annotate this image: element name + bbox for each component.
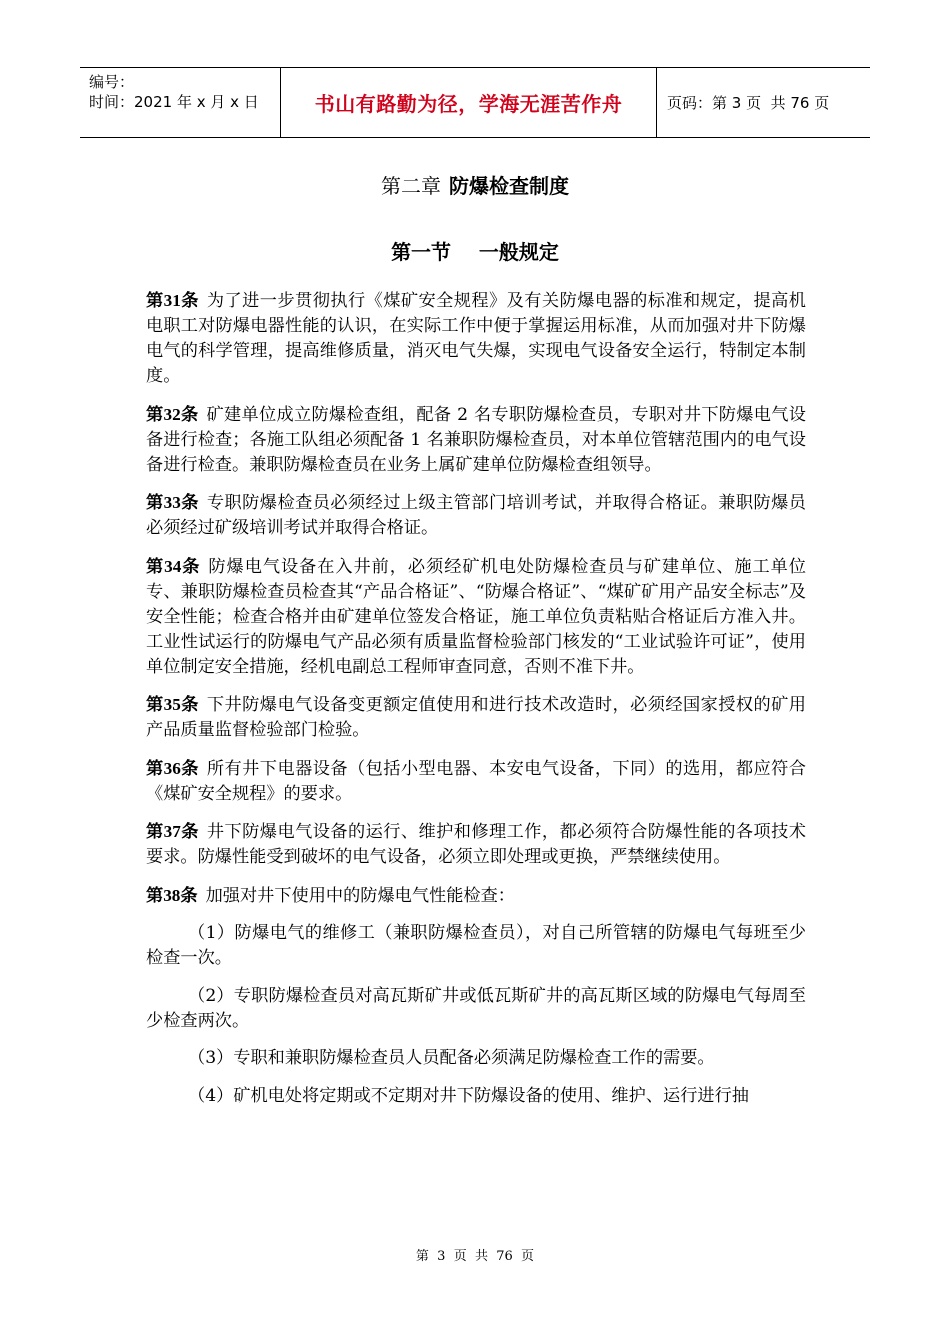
list-item: （3）专职和兼职防爆检查员人员配备必须满足防爆检查工作的需要。 (188, 1048, 715, 1068)
article-text: 井下防爆电气设备的运行、维护和修理工作，都必须符合防爆性能的各项技术要求。防爆性能受到破坏的电气设备，必须立即处理或更换，严禁继续使用。 (146, 822, 806, 867)
section-heading: 第一节 一般规定 (391, 240, 559, 264)
chapter-heading (0, 170, 950, 199)
article-text: 加强对井下使用中的防爆电气性能检查： (205, 885, 515, 906)
article-number: 第36条 (146, 758, 199, 778)
article-text: 为了进一步贯彻执行《煤矿安全规程》及有关防爆电器的标准和规定，提高机电职工对防爆电器性能的认识，在实际工作中便于掌握运用标准，从而加强对井下防爆电气的科学管理，提高维修质量，消灭电气失爆，实现电气设备安全运行，特制定本制度。 (146, 291, 806, 386)
article-text: 防爆电气设备在入井前，必须经矿机电处防爆检查员与矿建单位、施工单位专、兼职防爆检查员检查其“产品合格证”、“防爆合格证”、“煤矿矿用产品安全标志”及安全性能；检查合格并由矿建单位签发合格证，施工单位负责粘贴合格证后方准入井。工业性试运行的防爆电气产品必须有质量监督检验部门核发的“工业试验许可证”，使用单位制定安全措施，经机电副总工程师审查同意，否则不准下井。 (146, 556, 806, 677)
article-31 (146, 288, 806, 389)
article-text: 下井防爆电气设备变更额定值使用和进行技术改造时，必须经国家授权的矿用产品质量监督检验部门检验。 (146, 695, 806, 740)
header-page-info-cell (657, 68, 870, 137)
chapter-title: 防爆检查制度 (449, 174, 569, 198)
list-item: （4）矿机电处将定期或不定期对井下防爆设备的使用、维护、运行进行抽 (188, 1085, 749, 1106)
motto-text: 书山有路勤为径，学海无涯苦作舟 (314, 92, 623, 116)
page-header (80, 67, 870, 138)
article-number: 第32条 (146, 404, 199, 424)
list-item: （2）专职防爆检查员对高瓦斯矿井或低瓦斯矿井的高瓦斯区域的防爆电气每周至少检查两次。 (146, 985, 806, 1031)
article-33 (146, 490, 806, 541)
article-text: 所有井下电器设备（包括小型电器、本安电气设备，下同）的选用，都应符合《煤矿安全规程》的要求。 (146, 758, 806, 804)
footer-page-number: 第 3 页 共 76 页 (415, 1249, 535, 1264)
article-37 (146, 819, 806, 870)
article-number: 第33条 (146, 493, 199, 512)
article-34 (146, 554, 806, 680)
page-footer (0, 1245, 950, 1264)
article-number: 第31条 (146, 291, 199, 310)
article-36 (146, 756, 806, 807)
page-info: 页码：第 3 页 共 76 页 (667, 94, 830, 112)
article-32 (146, 402, 806, 478)
article-text: 矿建单位成立防爆检查组，配备 2 名专职防爆检查员，专职对井下防爆电气设备进行检查；各施工队组必须配备 1 名兼职防爆检查员，对本单位管辖范围内的电气设备进行检查。兼职防爆检查员在业务上属矿建单位防爆检查组领导。 (146, 404, 806, 475)
list-item: （1）防爆电气的维修工（兼职防爆检查员），对自己所管辖的防爆电气每班至少检查一次。 (146, 923, 806, 968)
header-meta (80, 68, 281, 137)
article-number: 第37条 (146, 822, 199, 841)
article-number: 第38条 (146, 885, 198, 905)
article-number: 第34条 (146, 556, 201, 576)
article-text: 专职防爆检查员必须经过上级主管部门培训考试，并取得合格证。兼职防爆员必须经过矿级培训考试并取得合格证。 (146, 493, 806, 538)
time-label: 时间：2021 年 x 月 x 日 (89, 93, 259, 111)
header-motto-cell (281, 68, 657, 137)
code-label: 编号： (89, 73, 135, 91)
article-number: 第35条 (146, 695, 199, 714)
document-body (146, 288, 806, 1121)
article-35 (146, 692, 806, 743)
article-38 (146, 883, 806, 909)
chapter-prefix: 第二章 (381, 174, 441, 198)
